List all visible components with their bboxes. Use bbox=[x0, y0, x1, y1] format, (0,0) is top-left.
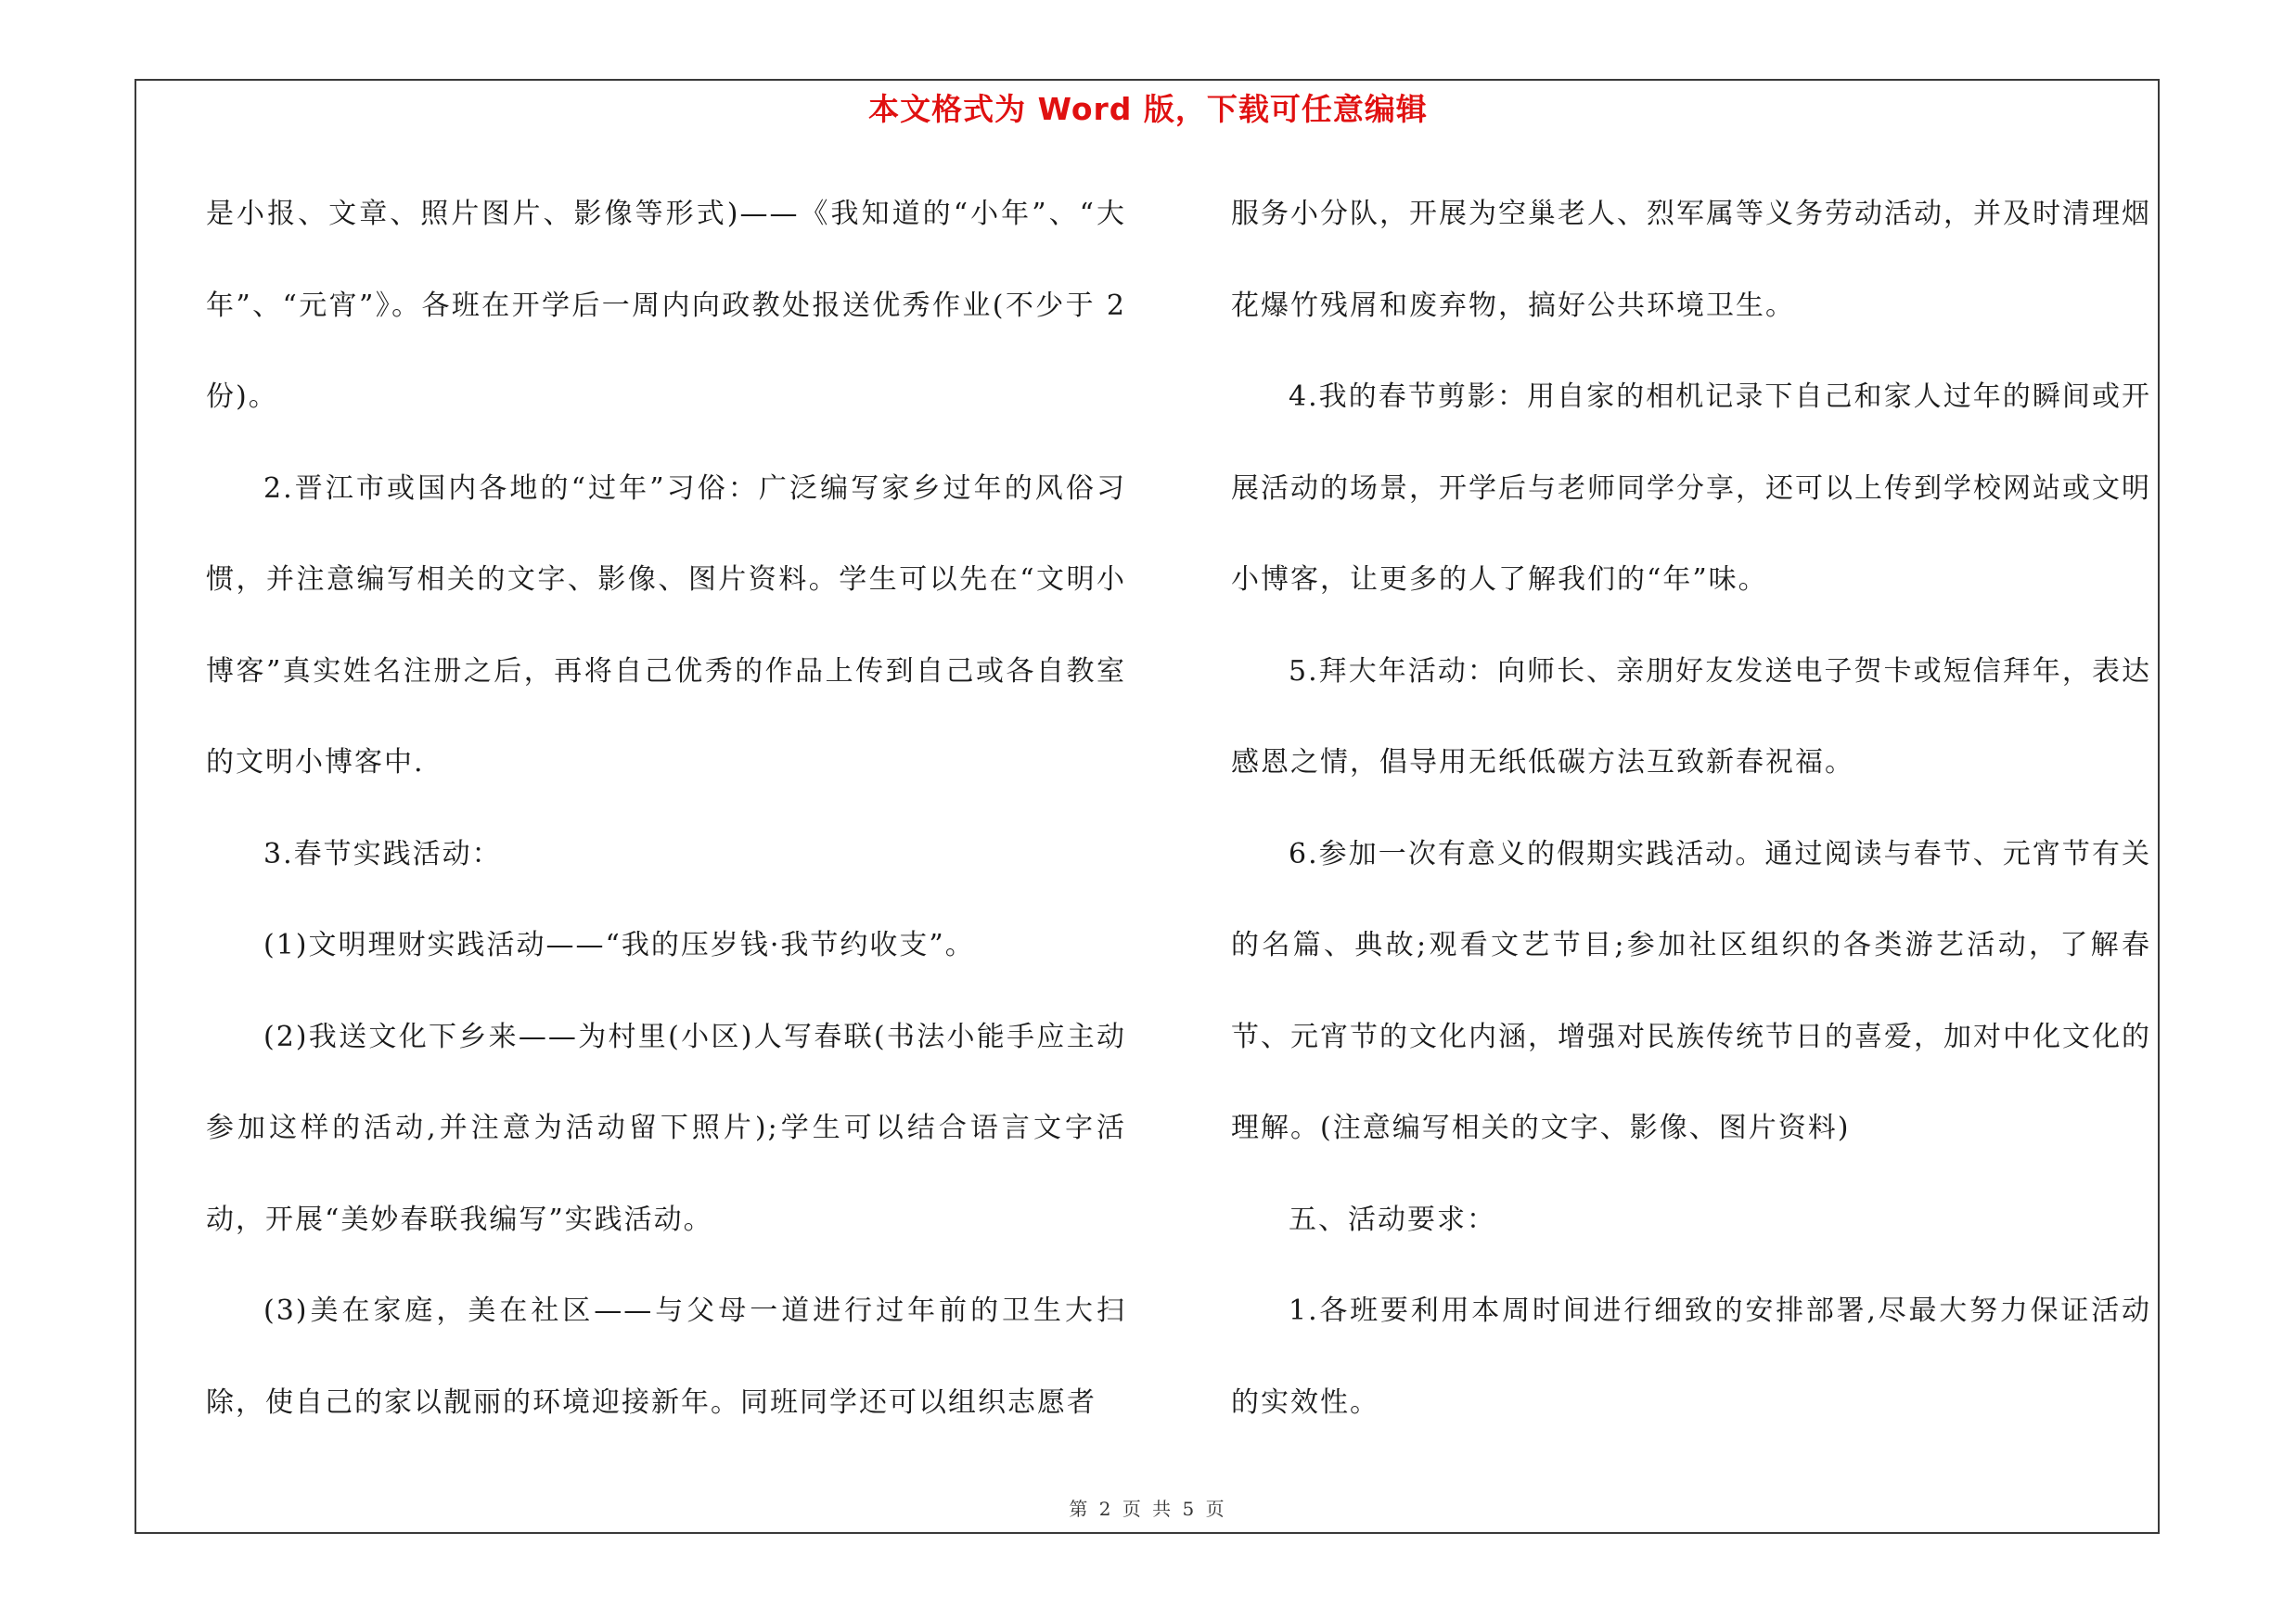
paragraph: 6.参加一次有意义的假期实践活动。通过阅读与春节、元宵节有关的名篇、典故;观看文艺节目;参加社区组织的各类游艺活动，了解春节、元宵节的文化内涵，增强对民族传统节日的喜爱，加对中化文化的理解。(注意编写相关的文字、影像、图片资料) bbox=[1231, 837, 2151, 1144]
paragraph: 3.春节实践活动： bbox=[263, 837, 502, 870]
right-text-column bbox=[1231, 169, 2151, 1449]
page-number: 第 2 页 共 5 页 bbox=[1069, 1498, 1227, 1520]
paragraph: (2)我送文化下乡来——为村里(小区)人写春联(书法小能手应主动参加这样的活动,并注意为活动留下照片);学生可以结合语言文字活动，开展“美妙春联我编写”实践活动。 bbox=[206, 1020, 1126, 1236]
word-format-banner: 本文格式为 Word 版，下载可任意编辑 bbox=[868, 91, 1428, 127]
paragraph: (1)文明理财实践活动——“我的压岁钱·我节约收支”。 bbox=[263, 929, 975, 961]
section-heading: 五、活动要求： bbox=[1289, 1203, 1496, 1236]
paragraph: (3)美在家庭，美在社区——与父母一道进行过年前的卫生大扫除，使自己的家以靓丽的环境迎接新年。同班同学还可以组织志愿者 bbox=[206, 1295, 1126, 1419]
paragraph: 是小报、文章、照片图片、影像等形式)——《我知道的“小年”、“大年”、“元宵”》。各班在开学后一周内向政教处报送优秀作业(不少于 2 份)。 bbox=[206, 198, 1126, 413]
paragraph: 2.晋江市或国内各地的“过年”习俗：广泛编写家乡过年的风俗习惯，并注意编写相关的文字、影像、图片资料。学生可以先在“文明小博客”真实姓名注册之后，再将自己优秀的作品上传到自己或各自教室的文明小博客中. bbox=[206, 471, 1126, 779]
paragraph: 4.我的春节剪影：用自家的相机记录下自己和家人过年的瞬间或开展活动的场景，开学后与老师同学分享，还可以上传到学校网站或文明小博客，让更多的人了解我们的“年”味。 bbox=[1231, 380, 2151, 596]
paragraph: 1.各班要利用本周时间进行细致的安排部署,尽最大努力保证活动的实效性。 bbox=[1231, 1295, 2151, 1419]
left-text-column bbox=[206, 169, 1126, 1449]
paragraph: 5.拜大年活动：向师长、亲朋好友发送电子贺卡或短信拜年，表达感恩之情，倡导用无纸低碳方法互致新春祝福。 bbox=[1231, 654, 2151, 779]
paragraph: 服务小分队，开展为空巢老人、烈军属等义务劳动活动，并及时清理烟花爆竹残屑和废弃物，搞好公共环境卫生。 bbox=[1231, 198, 2151, 322]
